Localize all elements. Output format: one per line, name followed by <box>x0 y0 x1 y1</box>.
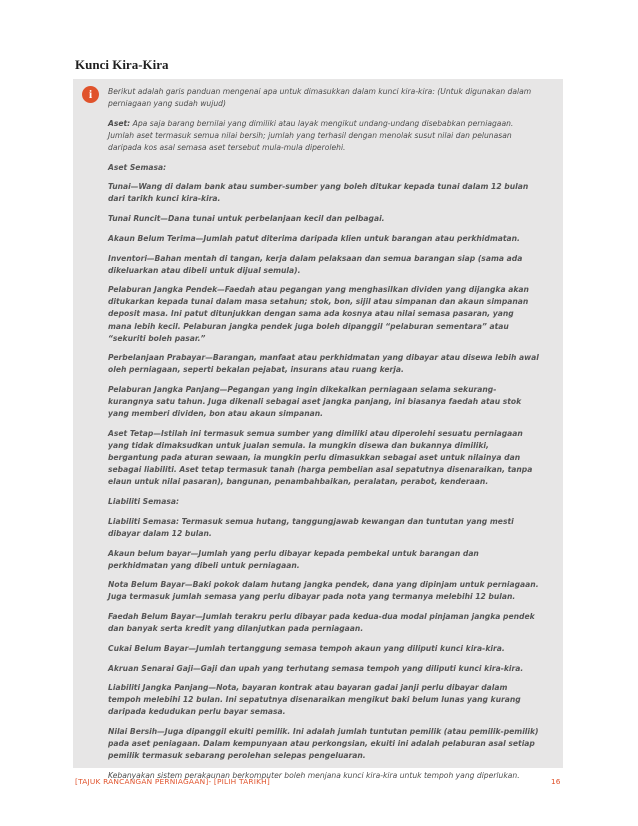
list-item: Liabiliti Semasa: <box>108 497 180 507</box>
list-item: Akaun belum bayar—Jumlah yang perlu dibayar kepada pembekal untuk barangan dan perkhidmatan yang dibeli untuk perniagaan. <box>108 548 479 570</box>
list-item: Cukai Belum Bayar—Jumlah tertanggung semasa tempoh akaun yang diliputi kunci kira-kira. <box>108 643 505 653</box>
list-item: Kebanyakan sistem perakaunan berkomputer boleh menjana kunci kira-kira untuk tempoh yang diperlukan. <box>108 771 520 780</box>
page-title: Kunci Kira-Kira <box>75 57 169 72</box>
page-number: 16 <box>551 777 561 786</box>
list-item: Perbelanjaan Prabayar—Barangan, manfaat atau perkhidmatan yang dibayar atau disewa lebih awal oleh perniagaan, seperti bekalan pejabat, insurans atau ruang kerja. <box>108 353 539 375</box>
aset-text: Apa saja barang bernilai yang dimiliki atau layak mengikut undang-undang disebabkan perniagaan. Jumlah aset termasuk semua nilai bersih; jumlah yang terhasil dengan menolak susut nilai dan pelunasan daripada kos asal semasa aset tersebut mula-mula diperolehi. <box>108 118 514 152</box>
list-item: Pelaburan Jangka Panjang—Pegangan yang ingin dikekalkan perniagaan selama sekurang-kurangnya satu tahun. Juga dikenali sebagai aset jangka panjang, ini biasanya faedah atau stok yang memberi dividen, bon atau akaun simpanan. <box>108 385 522 419</box>
list-item: Inventori—Bahan mentah di tangan, kerja dalam pelaksaan dan semua barangan siap (sama ada dikeluarkan atau dibeli untuk dijual semula). <box>108 253 523 275</box>
list-item: Nota Belum Bayar—Baki pokok dalam hutang jangka pendek, dana yang dipinjam untuk perniagaan. Juga termasuk jumlah semasa yang perlu dibayar pada nota yang termanya melebihi 12 bulan. <box>108 580 539 602</box>
list-item: Akruan Senarai Gaji—Gaji dan upah yang terhutang semasa tempoh yang diliputi kunci kira-kira. <box>108 663 524 673</box>
aset-label: Aset: <box>108 118 131 128</box>
list-item: Aset Tetap—Istilah ini termasuk semua sumber yang dimiliki atau diperolehi sesuatu perniagaan yang tidak dimaksudkan untuk jualan semula. Ia mungkin disewa dan bukannya dimiliki, bergantung pada aturan sewaan, ia mungkin perlu dimasukkan sebagai aset untuk nilainya dan sebagai liabiliti. Aset tetap termasuk tanah (harga pembelian asal sepatutnya disenaraikan, tanpa elaun untuk nilai pasaran), bangunan, penambahbaikan, peralatan, perabot, kenderaan. <box>108 429 533 487</box>
aset-paragraph <box>108 118 539 154</box>
item-list <box>108 162 539 782</box>
info-icon: i <box>82 86 99 103</box>
list-item: Aset Semasa: <box>108 162 167 172</box>
list-item: Nilai Bersih—Juga dipanggil ekuiti pemilik. Ini adalah jumlah tuntutan pemilik (atau pemilik-pemilik) pada aset peniagaan. Dalam kempunyaan atau perkongsian, ekuiti ini adalah pelaburan asal setiap pemilik termasuk sebarang perolehan selepas pengeluaran. <box>108 727 539 761</box>
list-item: Faedah Belum Bayar—Jumlah terakru perlu dibayar pada kedua-dua modal pinjaman jangka pendek dan banyak serta kredit yang dilanjutkan pada perniagaan. <box>108 612 535 634</box>
list-item: Liabiliti Semasa: Termasuk semua hutang, tanggungjawab kewangan dan tuntutan yang mesti dibayar dalam 12 bulan. <box>108 516 514 538</box>
intro-paragraph: Berikut adalah garis panduan mengenai apa untuk dimasukkan dalam kunci kira-kira: (Untuk digunakan dalam perniagaan yang sudah wujud) <box>108 87 532 109</box>
guidance-content <box>108 86 539 790</box>
list-item: Tunai Runcit—Dana tunai untuk perbelanjaan kecil dan pelbagai. <box>108 214 385 224</box>
footer-title: [TAJUK RANCANGAN PERNIAGAAN]- [PILIH TARIKH] <box>75 777 270 786</box>
guidance-box <box>73 79 563 780</box>
list-item: Akaun Belum Terima—Jumlah patut diterima daripada klien untuk barangan atau perkhidmatan. <box>108 233 520 243</box>
list-item: Liabiliti Jangka Panjang—Nota, bayaran kontrak atau bayaran gadai janji perlu dibayar dalam tempoh melebihi 12 bulan. Ini sepatutnya disenaraikan mengikut baki belum lunas yang kurang daripada kedudukan perlu bayar semasa. <box>108 683 521 717</box>
list-item: Pelaburan Jangka Pendek—Faedah atau pegangan yang menghasilkan dividen yang dijangka akan ditukarkan kepada tunai dalam masa setahun; stok, bon, sijil atau simpanan dan akaun simpanan deposit masa. Ini patut ditunjukkan dengan sama ada kosnya atau nilai semasa pasaran, yang mana lebih kecil. Pelaburan jangka pendek juga boleh dipanggil “pelaburan sementara” atau “sekuriti boleh pasar.” <box>108 285 529 343</box>
list-item: Tunai—Wang di dalam bank atau sumber-sumber yang boleh ditukar kepada tunai dalam 12 bulan dari tarikh kunci kira-kira. <box>108 182 529 204</box>
